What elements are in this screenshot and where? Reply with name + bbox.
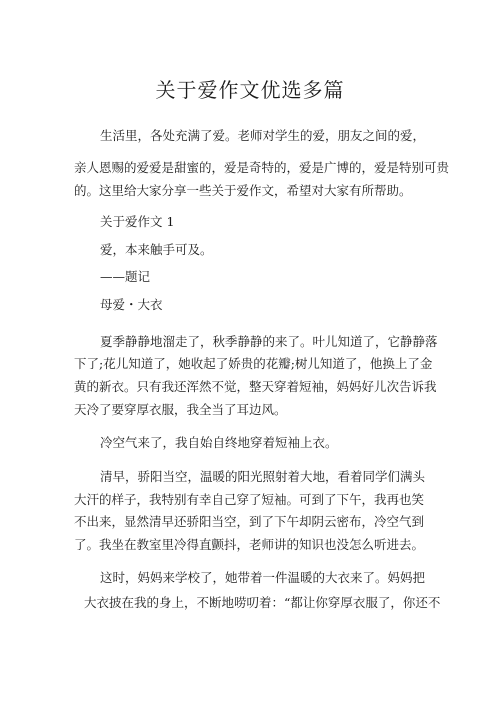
- paragraph-line: 爱，本来触手可及。: [100, 242, 213, 257]
- paragraph-line: 夏季静静地溜走了，秋季静静的来了。叶儿知道了，它静静落: [100, 334, 438, 349]
- paragraph-line: 清早，骄阳当空，温暖的阳光照射着大地，看着同学们满头: [100, 469, 426, 484]
- paragraph-line: 生活里，各处充满了爱。老师对学生的爱，朋友之间的爱，: [100, 128, 426, 143]
- paragraph-line: 大汗的样子，我特别有幸自己穿了短袖。可到了下午，我再也笑: [74, 492, 425, 507]
- paragraph-line: 了。我坐在教室里冷得直颤抖，老师讲的知识也没怎么听进去。: [74, 537, 425, 552]
- paragraph-line: 的。这里给大家分享一些关于爱作文，希望对大家有所帮助。: [74, 183, 412, 198]
- paragraph-line: 大衣披在我的身上，不断地唠叨着：“都让你穿厚衣服了，你还不: [84, 595, 441, 610]
- paragraph-line: 亲人恩赐的爱爱是甜蜜的，爱是奇特的，爱是广博的，爱是特别可贵: [74, 160, 450, 175]
- paragraph-line: 冷空气来了，我自始自终地穿着短袖上衣。: [100, 435, 338, 450]
- paragraph-line: 这时，妈妈来学校了，她带着一件温暖的大衣来了。妈妈把: [100, 570, 426, 585]
- paragraph-line: 黄的新衣。只有我还浑然不觉，整天穿着短袖，妈妈好儿次告诉我: [74, 379, 437, 394]
- paragraph-line: 不出来，显然清早还骄阳当空，到了下午却阴云密布，冷空气到: [74, 514, 425, 529]
- paragraph-line: 天冷了要穿厚衣服，我全当了耳边风。: [74, 402, 287, 417]
- document-title: 关于爱作文优选多篇: [155, 78, 345, 102]
- section-heading: 关于爱作文 1: [100, 214, 175, 229]
- paragraph-line: 下了;花儿知道了，她收起了娇贵的花瓣;树儿知道了，他换上了金: [74, 356, 433, 371]
- subsection-heading: 母爱・大衣: [100, 297, 163, 312]
- epigraph-attribution: ——题记: [100, 269, 151, 284]
